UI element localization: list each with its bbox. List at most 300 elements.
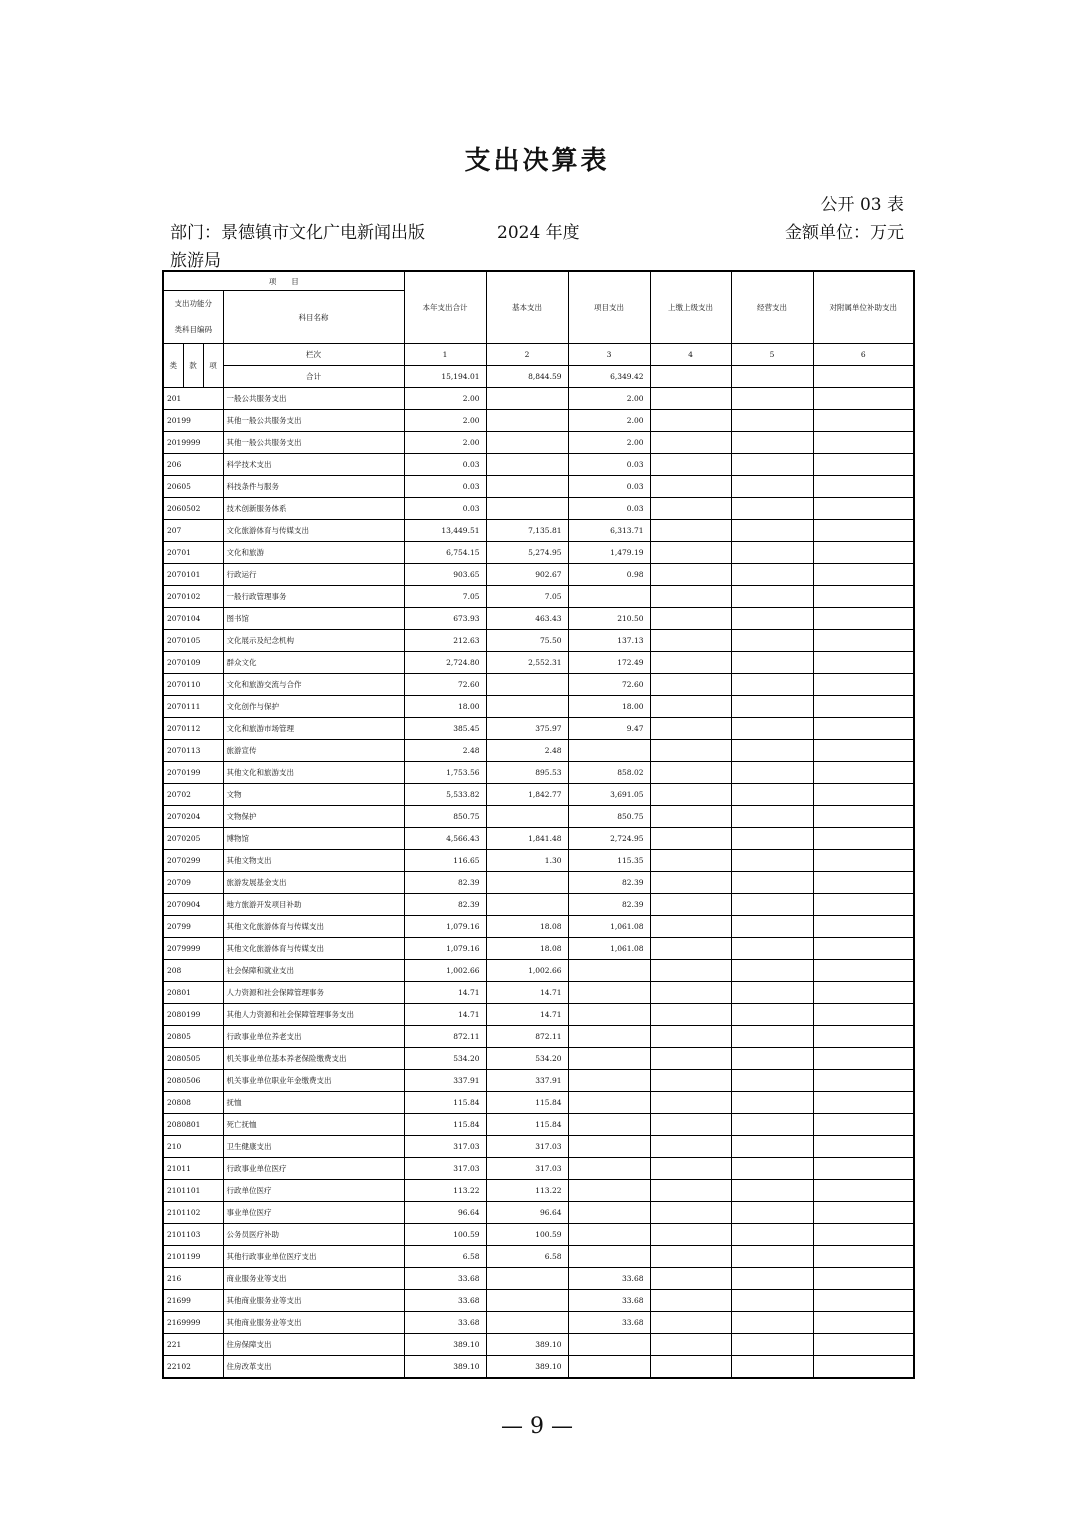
row-business <box>731 1114 813 1136</box>
row-basic: 534.20 <box>486 1048 568 1070</box>
row-business <box>731 454 813 476</box>
row-total: 5,533.82 <box>404 784 486 806</box>
row-total: 115.84 <box>404 1092 486 1114</box>
row-subject-name: 文化展示及纪念机构 <box>223 630 404 652</box>
row-code: 20801 <box>163 982 223 1004</box>
row-code: 2080506 <box>163 1070 223 1092</box>
row-subject-name: 地方旅游开发项目补助 <box>223 894 404 916</box>
row-subject-name: 文化和旅游交流与合作 <box>223 674 404 696</box>
col-num-4: 4 <box>650 344 731 366</box>
total-business <box>731 366 813 388</box>
row-subsidy <box>813 564 914 586</box>
row-total: 115.84 <box>404 1114 486 1136</box>
row-subsidy <box>813 1070 914 1092</box>
row-basic <box>486 806 568 828</box>
row-subsidy <box>813 696 914 718</box>
row-total: 2.48 <box>404 740 486 762</box>
row-subject-name: 文化和旅游 <box>223 542 404 564</box>
row-total: 6.58 <box>404 1246 486 1268</box>
table-row <box>163 1048 914 1070</box>
department-label: 部门：景德镇市文化广电新闻出版 <box>170 223 425 243</box>
row-subject-name: 技术创新服务体系 <box>223 498 404 520</box>
row-subsidy <box>813 872 914 894</box>
row-subsidy <box>813 938 914 960</box>
row-subsidy <box>813 1224 914 1246</box>
row-business <box>731 652 813 674</box>
row-subsidy <box>813 1312 914 1334</box>
table-row <box>163 520 914 542</box>
row-total: 850.75 <box>404 806 486 828</box>
table-row <box>163 916 914 938</box>
row-code: 2070101 <box>163 564 223 586</box>
table-row <box>163 762 914 784</box>
row-subject-name: 群众文化 <box>223 652 404 674</box>
row-upper <box>650 696 731 718</box>
row-total: 72.60 <box>404 674 486 696</box>
row-subsidy <box>813 476 914 498</box>
row-project: 33.68 <box>568 1268 650 1290</box>
row-upper <box>650 454 731 476</box>
row-basic: 7.05 <box>486 586 568 608</box>
row-subject-name: 文化和旅游市场管理 <box>223 718 404 740</box>
table-row <box>163 872 914 894</box>
row-project <box>568 1070 650 1092</box>
row-subsidy <box>813 1268 914 1290</box>
total-row <box>163 366 914 388</box>
row-code: 2101102 <box>163 1202 223 1224</box>
row-project: 0.03 <box>568 498 650 520</box>
row-project: 6,313.71 <box>568 520 650 542</box>
row-upper <box>650 432 731 454</box>
row-basic <box>486 872 568 894</box>
row-project <box>568 1048 650 1070</box>
row-basic <box>486 696 568 718</box>
table-row <box>163 828 914 850</box>
header-upper: 上缴上级支出 <box>650 271 731 344</box>
row-upper <box>650 674 731 696</box>
row-project: 2.00 <box>568 388 650 410</box>
row-subsidy <box>813 1004 914 1026</box>
row-basic <box>486 476 568 498</box>
row-total: 1,079.16 <box>404 916 486 938</box>
row-business <box>731 1290 813 1312</box>
row-business <box>731 608 813 630</box>
row-total: 317.03 <box>404 1158 486 1180</box>
row-basic: 317.03 <box>486 1136 568 1158</box>
table-row <box>163 542 914 564</box>
col-num-5: 5 <box>731 344 813 366</box>
page-number: — 9 — <box>501 1414 573 1439</box>
row-project <box>568 1202 650 1224</box>
row-business <box>731 410 813 432</box>
row-total: 100.59 <box>404 1224 486 1246</box>
row-project: 82.39 <box>568 872 650 894</box>
row-basic: 337.91 <box>486 1070 568 1092</box>
row-basic <box>486 1312 568 1334</box>
row-basic: 14.71 <box>486 982 568 1004</box>
header-func-class-line1: 支出功能分 <box>174 299 212 308</box>
row-basic <box>486 674 568 696</box>
row-subsidy <box>813 498 914 520</box>
row-business <box>731 1070 813 1092</box>
row-code: 20709 <box>163 872 223 894</box>
row-subsidy <box>813 608 914 630</box>
row-business <box>731 718 813 740</box>
row-subject-name: 商业服务业等支出 <box>223 1268 404 1290</box>
row-basic: 389.10 <box>486 1356 568 1379</box>
row-business <box>731 916 813 938</box>
row-basic: 6.58 <box>486 1246 568 1268</box>
row-total: 389.10 <box>404 1334 486 1356</box>
row-upper <box>650 1092 731 1114</box>
row-project <box>568 586 650 608</box>
row-total: 317.03 <box>404 1136 486 1158</box>
row-basic: 115.84 <box>486 1114 568 1136</box>
row-business <box>731 1312 813 1334</box>
amount-unit: 金额单位：万元 <box>785 223 904 243</box>
row-upper <box>650 1224 731 1246</box>
table-row <box>163 674 914 696</box>
row-code: 20805 <box>163 1026 223 1048</box>
row-code: 210 <box>163 1136 223 1158</box>
row-subsidy <box>813 1246 914 1268</box>
row-project: 33.68 <box>568 1312 650 1334</box>
row-business <box>731 740 813 762</box>
row-subject-name: 行政单位医疗 <box>223 1180 404 1202</box>
table-row <box>163 1224 914 1246</box>
row-upper <box>650 498 731 520</box>
row-total: 7.05 <box>404 586 486 608</box>
row-code: 2079999 <box>163 938 223 960</box>
row-project: 210.50 <box>568 608 650 630</box>
row-subsidy <box>813 1202 914 1224</box>
row-project <box>568 1334 650 1356</box>
row-subject-name: 科技条件与服务 <box>223 476 404 498</box>
header-project-exp: 项目支出 <box>568 271 650 344</box>
row-basic <box>486 454 568 476</box>
header-total: 本年支出合计 <box>404 271 486 344</box>
header-kuan: 款 <box>183 344 203 388</box>
table-row <box>163 1026 914 1048</box>
row-subsidy <box>813 1334 914 1356</box>
row-upper <box>650 564 731 586</box>
row-upper <box>650 542 731 564</box>
row-subject-name: 科学技术支出 <box>223 454 404 476</box>
row-upper <box>650 1334 731 1356</box>
row-business <box>731 1026 813 1048</box>
row-upper <box>650 1180 731 1202</box>
row-project: 3,691.05 <box>568 784 650 806</box>
row-subject-name: 其他人力资源和社会保障管理事务支出 <box>223 1004 404 1026</box>
row-business <box>731 762 813 784</box>
row-subsidy <box>813 784 914 806</box>
row-business <box>731 520 813 542</box>
row-subject-name: 行政运行 <box>223 564 404 586</box>
row-subject-name: 行政事业单位医疗 <box>223 1158 404 1180</box>
row-upper <box>650 1136 731 1158</box>
row-basic: 100.59 <box>486 1224 568 1246</box>
row-basic: 96.64 <box>486 1202 568 1224</box>
col-num-1: 1 <box>404 344 486 366</box>
table-row <box>163 454 914 476</box>
row-business <box>731 564 813 586</box>
row-project: 18.00 <box>568 696 650 718</box>
row-upper <box>650 762 731 784</box>
row-code: 2070205 <box>163 828 223 850</box>
row-total: 534.20 <box>404 1048 486 1070</box>
row-upper <box>650 894 731 916</box>
row-business <box>731 806 813 828</box>
row-project: 82.39 <box>568 894 650 916</box>
row-subsidy <box>813 542 914 564</box>
row-upper <box>650 1202 731 1224</box>
col-num-3: 3 <box>568 344 650 366</box>
row-code: 2019999 <box>163 432 223 454</box>
row-total: 1,753.56 <box>404 762 486 784</box>
row-business <box>731 1246 813 1268</box>
row-total: 1,079.16 <box>404 938 486 960</box>
row-code: 2070113 <box>163 740 223 762</box>
row-code: 201 <box>163 388 223 410</box>
table-row <box>163 432 914 454</box>
row-basic: 902.67 <box>486 564 568 586</box>
row-code: 2060502 <box>163 498 223 520</box>
row-subject-name: 其他文化旅游体育与传媒支出 <box>223 938 404 960</box>
table-row <box>163 784 914 806</box>
row-subsidy <box>813 894 914 916</box>
row-project: 1,061.08 <box>568 916 650 938</box>
row-subject-name: 一般公共服务支出 <box>223 388 404 410</box>
row-project <box>568 1180 650 1202</box>
row-code: 207 <box>163 520 223 542</box>
table-row <box>163 1158 914 1180</box>
row-upper <box>650 1246 731 1268</box>
row-total: 14.71 <box>404 1004 486 1026</box>
row-business <box>731 1202 813 1224</box>
row-upper <box>650 740 731 762</box>
table-row <box>163 1092 914 1114</box>
header-subject-name: 科目名称 <box>223 291 404 344</box>
row-subsidy <box>813 1356 914 1379</box>
row-upper <box>650 1312 731 1334</box>
header-lei: 类 <box>163 344 183 388</box>
row-total: 2.00 <box>404 410 486 432</box>
row-subject-name: 其他商业服务业等支出 <box>223 1290 404 1312</box>
header-project: 项 目 <box>163 271 404 291</box>
total-label: 合计 <box>223 366 404 388</box>
row-project <box>568 1136 650 1158</box>
row-total: 0.03 <box>404 498 486 520</box>
row-code: 2080199 <box>163 1004 223 1026</box>
row-subsidy <box>813 630 914 652</box>
row-subsidy <box>813 1180 914 1202</box>
header-basic: 基本支出 <box>486 271 568 344</box>
row-basic: 872.11 <box>486 1026 568 1048</box>
row-business <box>731 476 813 498</box>
row-total: 337.91 <box>404 1070 486 1092</box>
row-subsidy <box>813 586 914 608</box>
row-total: 6,754.15 <box>404 542 486 564</box>
row-subject-name: 事业单位医疗 <box>223 1202 404 1224</box>
row-upper <box>650 476 731 498</box>
row-subject-name: 其他一般公共服务支出 <box>223 432 404 454</box>
row-basic: 375.97 <box>486 718 568 740</box>
row-code: 2080505 <box>163 1048 223 1070</box>
table-row <box>163 1180 914 1202</box>
row-subject-name: 文物保护 <box>223 806 404 828</box>
row-subsidy <box>813 1048 914 1070</box>
table-row <box>163 476 914 498</box>
row-basic <box>486 894 568 916</box>
row-code: 208 <box>163 960 223 982</box>
row-upper <box>650 784 731 806</box>
row-code: 20701 <box>163 542 223 564</box>
row-upper <box>650 1356 731 1379</box>
row-code: 2070109 <box>163 652 223 674</box>
row-business <box>731 432 813 454</box>
header-lanci: 栏次 <box>223 344 404 366</box>
row-business <box>731 894 813 916</box>
row-subsidy <box>813 454 914 476</box>
row-project: 137.13 <box>568 630 650 652</box>
row-upper <box>650 1114 731 1136</box>
row-upper <box>650 1026 731 1048</box>
row-subsidy <box>813 410 914 432</box>
row-subsidy <box>813 1136 914 1158</box>
row-project: 172.49 <box>568 652 650 674</box>
row-project: 115.35 <box>568 850 650 872</box>
table-row <box>163 498 914 520</box>
table-number: 公开 03 表 <box>820 195 904 215</box>
row-code: 2070299 <box>163 850 223 872</box>
row-upper <box>650 1048 731 1070</box>
row-total: 18.00 <box>404 696 486 718</box>
table-row <box>163 1114 914 1136</box>
row-business <box>731 784 813 806</box>
row-subsidy <box>813 806 914 828</box>
row-project <box>568 982 650 1004</box>
row-basic: 14.71 <box>486 1004 568 1026</box>
table-row <box>163 608 914 630</box>
row-upper <box>650 630 731 652</box>
table-row <box>163 652 914 674</box>
row-basic: 895.53 <box>486 762 568 784</box>
row-project: 9.47 <box>568 718 650 740</box>
row-subsidy <box>813 652 914 674</box>
row-total: 14.71 <box>404 982 486 1004</box>
row-project <box>568 1224 650 1246</box>
row-subsidy <box>813 762 914 784</box>
row-subject-name: 行政事业单位养老支出 <box>223 1026 404 1048</box>
row-code: 2070105 <box>163 630 223 652</box>
row-subject-name: 文化旅游体育与传媒支出 <box>223 520 404 542</box>
table-row <box>163 938 914 960</box>
total-upper <box>650 366 731 388</box>
row-code: 2070204 <box>163 806 223 828</box>
row-subject-name: 图书馆 <box>223 608 404 630</box>
row-total: 385.45 <box>404 718 486 740</box>
row-subsidy <box>813 1290 914 1312</box>
row-business <box>731 1136 813 1158</box>
fiscal-year: 2024 年度 <box>497 223 580 243</box>
row-total: 0.03 <box>404 476 486 498</box>
row-upper <box>650 520 731 542</box>
row-project: 850.75 <box>568 806 650 828</box>
row-code: 20702 <box>163 784 223 806</box>
row-business <box>731 674 813 696</box>
row-basic: 2.48 <box>486 740 568 762</box>
row-total: 2.00 <box>404 388 486 410</box>
row-total: 2.00 <box>404 432 486 454</box>
row-upper <box>650 718 731 740</box>
row-total: 116.65 <box>404 850 486 872</box>
table-row <box>163 982 914 1004</box>
row-business <box>731 872 813 894</box>
row-project: 0.03 <box>568 454 650 476</box>
table-row <box>163 1290 914 1312</box>
header-business: 经营支出 <box>731 271 813 344</box>
row-subsidy <box>813 718 914 740</box>
row-business <box>731 982 813 1004</box>
expenditure-table <box>162 270 915 1379</box>
row-business <box>731 850 813 872</box>
row-subsidy <box>813 960 914 982</box>
row-basic: 18.08 <box>486 938 568 960</box>
row-business <box>731 1092 813 1114</box>
document-title: 支出决算表 <box>464 146 610 176</box>
row-business <box>731 938 813 960</box>
table-row <box>163 388 914 410</box>
row-code: 2080801 <box>163 1114 223 1136</box>
row-basic <box>486 410 568 432</box>
row-code: 206 <box>163 454 223 476</box>
row-total: 673.93 <box>404 608 486 630</box>
row-upper <box>650 1004 731 1026</box>
row-upper <box>650 586 731 608</box>
row-code: 2101101 <box>163 1180 223 1202</box>
row-code: 2101199 <box>163 1246 223 1268</box>
row-subject-name: 住房保障支出 <box>223 1334 404 1356</box>
header-func-class <box>163 291 223 344</box>
row-business <box>731 696 813 718</box>
row-total: 903.65 <box>404 564 486 586</box>
row-basic: 113.22 <box>486 1180 568 1202</box>
row-subject-name: 住房改革支出 <box>223 1356 404 1379</box>
row-project <box>568 1158 650 1180</box>
row-code: 2070199 <box>163 762 223 784</box>
row-upper <box>650 410 731 432</box>
row-business <box>731 498 813 520</box>
row-business <box>731 1334 813 1356</box>
row-basic: 75.50 <box>486 630 568 652</box>
row-code: 2169999 <box>163 1312 223 1334</box>
row-subject-name: 其他文物支出 <box>223 850 404 872</box>
row-project <box>568 1246 650 1268</box>
row-business <box>731 542 813 564</box>
row-code: 2101103 <box>163 1224 223 1246</box>
row-basic <box>486 1268 568 1290</box>
table-row <box>163 1356 914 1379</box>
row-upper <box>650 1268 731 1290</box>
row-code: 20808 <box>163 1092 223 1114</box>
table-row <box>163 1070 914 1092</box>
row-code: 21699 <box>163 1290 223 1312</box>
row-business <box>731 1158 813 1180</box>
row-code: 216 <box>163 1268 223 1290</box>
row-basic: 2,552.31 <box>486 652 568 674</box>
row-project <box>568 960 650 982</box>
table-row <box>163 718 914 740</box>
